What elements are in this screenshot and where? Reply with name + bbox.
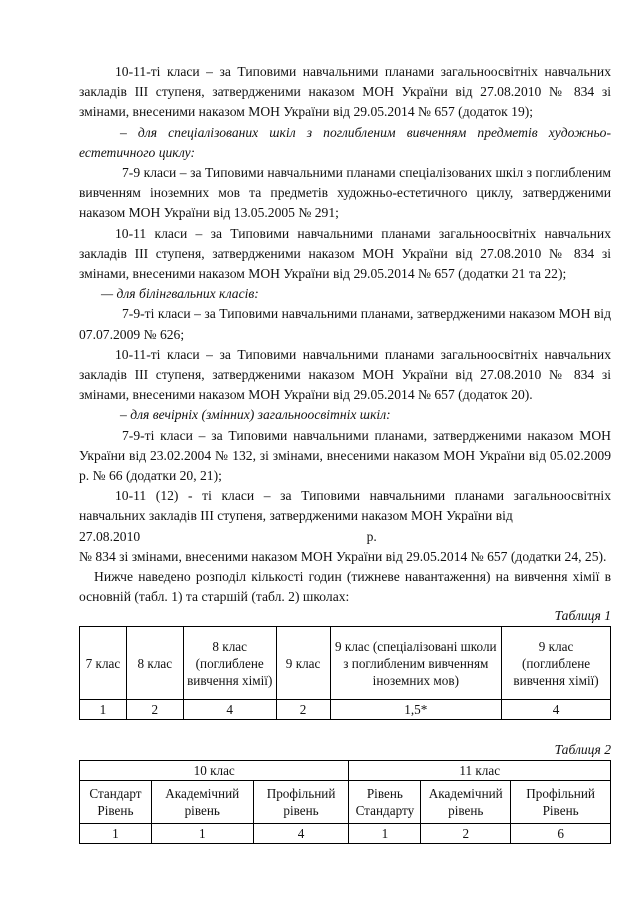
table-header-cell: Профільний рівень — [253, 781, 349, 824]
table-group-header: 11 клас — [349, 761, 611, 781]
table-cell: 1 — [349, 824, 421, 844]
table-cell: 2 — [276, 700, 330, 720]
table-header-cell: Профільний Рівень — [511, 781, 611, 824]
table-cell: 1,5* — [330, 700, 502, 720]
table-cell: 2 — [421, 824, 511, 844]
table1-caption: Таблиця 1 — [554, 608, 611, 624]
table-row — [80, 781, 611, 824]
paragraph: 10-11-ті класи – за Типовими навчальними планами загальноосвітніх навчальних закладів ІІІ ступеня, затвердженими наказом МОН України від 27.08.2010 № 834 зі змінами, внесеними наказом МОН України від 29.05.2014 № 657 (додаток 19); — [79, 64, 611, 120]
subsection-heading: – для спеціалізованих шкіл з поглибленим вивченням предметів художньо-естетичного циклу: — [79, 124, 611, 160]
table-cell: 1 — [80, 824, 152, 844]
table-header-cell: Рівень Стандарту — [349, 781, 421, 824]
paragraph: 7-9 класи – за Типовими навчальними планами спеціалізованих шкіл з поглибленим вивченням іноземних мов та предметів художньо-естетичного циклу, затвердженими наказом МОН України від 13.05.2005 № 291; — [79, 165, 611, 221]
table-header-cell: 9 клас (спеціалізовані школи з поглибленим вивченням іноземних мов) — [330, 627, 502, 700]
paragraph: 7-9-ті класи – за Типовими навчальними планами, затвердженими наказом МОН від 07.07.2009 № 626; — [79, 306, 611, 342]
table-header-cell: 8 клас — [126, 627, 183, 700]
table-header-cell: 7 клас — [80, 627, 127, 700]
document-page — [79, 62, 611, 844]
paragraph: 10-11 (12) - ті класи – за Типовими навчальними планами загальноосвітніх навчальних закладів ІІІ ступеня, затвердженими наказом МОН України від — [79, 488, 611, 524]
table-row — [80, 700, 611, 720]
subsection-heading: – для вечірніх (змінних) загальноосвітніх шкіл: — [120, 407, 391, 423]
table1 — [79, 626, 611, 720]
table-row — [80, 627, 611, 700]
table-row — [80, 824, 611, 844]
paragraph: 10-11 класи – за Типовими навчальними планами загальноосвітніх навчальних закладів ІІІ ступеня, затвердженими наказом МОН України від 27.08.2010 № 834 зі змінами, внесеними наказом МОН України від 29.05.2014 № 657 (додатки 21 та 22); — [79, 225, 611, 282]
year-suffix: р. — [366, 528, 377, 544]
paragraph-date-line — [79, 527, 611, 547]
table-cell: 1 — [80, 700, 127, 720]
table-header-cell: Академічний рівень — [151, 781, 253, 824]
table2-caption: Таблиця 2 — [554, 742, 611, 758]
paragraph: Нижче наведено розподіл кількості годин (тижневе навантаження) на вивчення хімії в основній (табл. 1) та старшій (табл. 2) школах: — [79, 569, 611, 605]
table2 — [79, 760, 611, 844]
table-header-cell: 9 клас — [276, 627, 330, 700]
table-cell: 2 — [126, 700, 183, 720]
date-text: 27.08.2010 — [79, 528, 141, 544]
table-cell: 4 — [183, 700, 276, 720]
table-cell: 4 — [253, 824, 349, 844]
table-cell: 1 — [151, 824, 253, 844]
table-header-cell: 9 клас (поглиблене вивчення хімії) — [502, 627, 611, 700]
paragraph: 7-9-ті класи – за Типовими навчальними планами, затвердженими наказом МОН України від 23.02.2004 № 132, зі змінами, внесеними наказом МОН України від 05.02.2009 р. № 66 (додатки 20, 21); — [79, 427, 611, 484]
table-header-cell: Академічний рівень — [421, 781, 511, 824]
paragraph: № 834 зі змінами, внесеними наказом МОН України від 29.05.2014 № 657 (додатки 24, 25). — [79, 548, 607, 564]
table-group-header: 10 клас — [80, 761, 349, 781]
table-cell: 4 — [502, 700, 611, 720]
subsection-heading: — для білінгвальних класів: — [101, 286, 259, 302]
table-cell: 6 — [511, 824, 611, 844]
table-header-cell: Стандарт Рівень — [80, 781, 152, 824]
paragraph: 10-11-ті класи – за Типовими навчальними планами загальноосвітніх навчальних закладів ІІІ ступеня, затвердженими наказом МОН України від 27.08.2010 № 834 зі змінами, внесеними наказом МОН України від 29.05.2014 № 657 (додаток 20). — [79, 346, 611, 403]
table-row — [80, 761, 611, 781]
table-header-cell: 8 клас (поглиблене вивчення хімії) — [183, 627, 276, 700]
spacer — [79, 720, 611, 741]
